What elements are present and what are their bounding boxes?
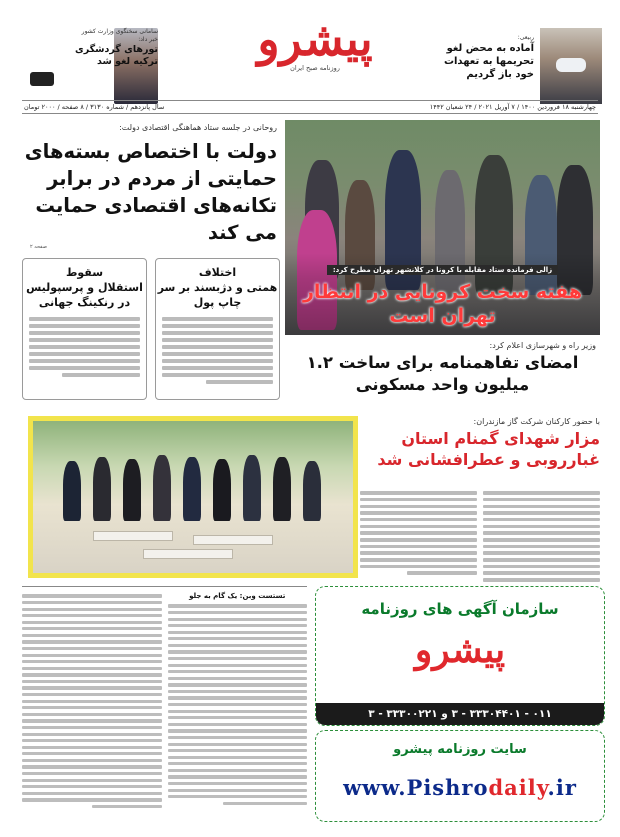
page-ref: صفحه ۲ — [30, 244, 47, 250]
website-ad-box[interactable] — [315, 730, 605, 822]
martyrs-body — [360, 488, 600, 580]
story-kicker: با حضور کارکنان شرکت گاز مازندران: — [473, 417, 600, 426]
box-body — [23, 310, 146, 384]
website-link[interactable] — [316, 775, 604, 800]
text-column — [22, 591, 162, 818]
story-headline[interactable]: دولت با اختصاص بسته‌های حمایتی از مردم در برابر تکانه‌های اقتصادی حمایت می کند — [24, 140, 277, 244]
teaser-kicker: ربیعی: — [517, 34, 534, 41]
ad-title: سازمان آگهی های روزنامه — [361, 600, 559, 618]
grave-stone — [93, 531, 173, 541]
martyrs-story[interactable] — [360, 416, 600, 482]
person-figure — [153, 455, 171, 521]
url-highlight: daily — [488, 775, 548, 800]
person-figure — [123, 459, 141, 521]
sport-box[interactable] — [22, 258, 147, 400]
microphone-icon — [30, 72, 54, 86]
text-column — [168, 591, 308, 818]
text-column — [483, 488, 600, 580]
teaser-kicker: سامانی سخنگوی وزارت کشور — [81, 28, 158, 35]
lead-photo-story[interactable] — [285, 120, 600, 335]
person-figure — [213, 459, 231, 521]
face-mask-icon — [556, 58, 586, 72]
martyrs-photo[interactable] — [28, 416, 358, 578]
url-prefix: www.Pishro — [343, 775, 489, 800]
person-figure — [303, 461, 321, 521]
person-figure — [93, 457, 111, 521]
person-figure — [63, 461, 81, 521]
story-kicker: روحانی در جلسه ستاد هماهنگی اقتصادی دولت: — [119, 123, 277, 132]
teaser-headline: تورهای گردشگری ترکیه لغو شد — [75, 44, 158, 67]
ad-agency-box[interactable] — [315, 586, 605, 726]
politics-box[interactable] — [155, 258, 280, 400]
article-title[interactable]: تستست وبن: یک گام به جلو — [189, 592, 286, 600]
newspaper-logo[interactable] — [240, 10, 390, 80]
text-column — [360, 488, 477, 580]
teaser-headline: آماده به محض لغو تحریمها به تعهدات خود باز گردیم — [443, 43, 534, 80]
story-headline[interactable]: مزار شهدای گمنام استان غبارروبی و عطرافشانی شد — [377, 429, 600, 469]
story-kicker: وزیر راه و شهرسازی اعلام کرد: — [489, 341, 596, 350]
ad-logo: پیشرو — [414, 629, 506, 671]
logo-subtitle: روزنامه صبح ایران — [290, 64, 340, 72]
ad-phone-numbers[interactable]: ۰۱۱ - ۳۳۳۰۴۴۰۱ - ۳ و ۳۳۳۰۰۲۲۱ - ۳ — [316, 703, 604, 725]
economy-story[interactable] — [22, 122, 277, 250]
lead-kicker: زالی فرمانده ستاد مقابله با کرونا در کلانشهر تهران مطرح کرد: — [327, 265, 558, 275]
ad-title: سایت روزنامه پیشرو — [393, 742, 527, 757]
person-figure — [273, 457, 291, 521]
grave-stone — [143, 549, 233, 559]
issue-number: سال پانزدهم / شماره ۳۱۳۰ / ۸ صفحه / ۲۰۰۰ تومان — [24, 103, 165, 111]
person-figure — [183, 457, 201, 521]
box-kicker: سقوط — [65, 266, 104, 279]
logo-text: پیشرو — [257, 12, 373, 66]
box-body — [156, 310, 279, 391]
box-kicker: اختلاف — [198, 266, 237, 279]
person-figure — [243, 455, 261, 521]
right-teaser[interactable] — [442, 28, 602, 106]
story-headline[interactable]: امضای تفاهمنامه برای ساخت ۱.۲ میلیون واحد مسکونی — [306, 353, 579, 394]
housing-story[interactable] — [285, 340, 600, 400]
teaser-kicker: خبر داد: — [138, 36, 158, 43]
box-headline[interactable]: استقلال و پرسپولیس در رنکینگ جهانی — [26, 281, 143, 309]
box-headline[interactable]: همتی و دژبسند بر سر چاپ پول — [157, 281, 278, 309]
dateline — [22, 100, 598, 114]
issue-date: چهارشنبه ۱۸ فروردین ۱۴۰۰ / ۷ آوریل ۲۰۲۱ / ۲۴ شعبان ۱۴۴۲ — [429, 103, 596, 111]
url-suffix: .ir — [547, 775, 577, 800]
lead-headline[interactable]: هفته سخت کرونایی در انتظار تهران است — [302, 281, 583, 327]
lead-caption — [285, 253, 600, 335]
rabiei-photo — [540, 28, 602, 104]
left-teaser[interactable] — [20, 28, 158, 106]
tennis-article — [22, 586, 307, 818]
grave-stone — [193, 535, 273, 545]
